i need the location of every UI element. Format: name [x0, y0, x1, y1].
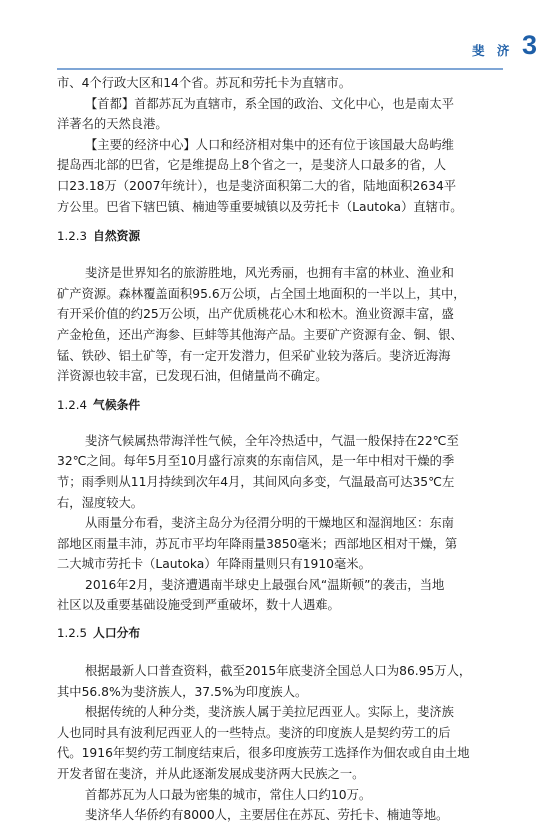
header-rule	[57, 68, 503, 70]
text-line: 提岛西北部的巴省，它是维提岛上8个省之一，是斐济人口最多的省，人	[57, 158, 447, 173]
text-line: 【首都】首都苏瓦为直辖市，系全国的政治、文化中心，也是南太平	[85, 96, 454, 111]
text-line: 斐济华人华侨约有8000人，主要居住在苏瓦、劳托卡、楠迪等地。	[85, 808, 449, 823]
text-line: 矿产资源。森林覆盖面积95.6万公顷，占全国土地面积的一半以上，其中，	[57, 286, 466, 301]
text-line: 斐济气候属热带海洋性气候，全年冷热适中，气温一般保持在22℃至	[85, 433, 459, 448]
text-line: 右，湿度较大。	[57, 495, 144, 510]
text-line: 【主要的经济中心】人口和经济相对集中的还有位于该国最大岛屿维	[85, 137, 454, 152]
text-line: 市、4个行政大区和14个省。苏瓦和劳托卡为直辖市。	[57, 76, 352, 90]
paragraph-cyclone	[57, 575, 503, 616]
text-line: 节；雨季则从11月持续到次年4月，其间风向多变，气温最高可达35℃左	[57, 474, 455, 489]
section-title: 气候条件	[93, 397, 141, 412]
section-number: 1.2.5	[57, 626, 88, 641]
text-line: 开发者留在斐济，并从此逐渐发展成斐济两大民族之一。	[57, 767, 365, 782]
text-line: 二大城市劳托卡（Lautoka）年降雨量则只有1910毫米。	[57, 557, 371, 572]
section-number: 1.2.4	[57, 397, 88, 412]
section-heading-natural-resources	[57, 226, 503, 246]
paragraph-census	[57, 661, 503, 702]
text-line: 根据传统的人种分类，斐济族人属于美拉尼西亚人。实际上，斐济族	[85, 705, 454, 720]
paragraph-capital-population	[57, 785, 503, 806]
paragraph-capital	[57, 94, 503, 135]
text-line: 斐济是世界知名的旅游胜地，风光秀丽，也拥有丰富的林业、渔业和	[85, 266, 454, 281]
text-line: 洋著名的天然良港。	[57, 117, 168, 132]
text-line: 锰、铁砂、铝土矿等，有一定开发潜力，但采矿业较为落后。斐济近海海	[57, 348, 451, 363]
text-line: 有开采价值的约25万公顷，出产优质桃花心木和松木。渔业资源丰富，盛	[57, 307, 454, 322]
paragraph-rainfall	[57, 513, 503, 575]
paragraph-climate	[57, 431, 503, 513]
page-number: 3	[522, 30, 538, 60]
text-line: 人也同时具有波利尼西亚人的一些特点。斐济的印度族人是契约劳工的后	[57, 725, 451, 740]
section-title: 人口分布	[93, 626, 141, 641]
section-heading-climate	[57, 395, 503, 415]
paragraph-resources	[57, 263, 503, 387]
running-header: 斐 济	[472, 43, 514, 58]
text-line: 方公里。巴省下辖巴镇、楠迪等重要城镇以及劳托卡（Lautoka）直辖市。	[57, 199, 463, 214]
text-line: 32℃之间。每年5月至10月盛行凉爽的东南信风，是一年中相对干燥的季	[57, 454, 455, 469]
section-number: 1.2.3	[57, 229, 88, 244]
paragraph-chinese-community	[57, 805, 503, 826]
page-body	[57, 73, 503, 826]
paragraph-ethnicity	[57, 702, 503, 784]
text-line: 口23.18万（2007年统计），也是斐济面积第二大的省，陆地面积2634平	[57, 178, 457, 193]
paragraph-admin	[57, 73, 503, 94]
text-line: 首都苏瓦为人口最为密集的城市，常住人口约10万。	[85, 787, 372, 802]
text-line: 社区以及重要基础设施受到严重破坏，数十人遇难。	[57, 598, 340, 613]
text-line: 洋资源也较丰富，已发现石油，但储量尚不确定。	[57, 369, 328, 384]
text-line: 从雨量分布看，斐济主岛分为径渭分明的干燥地区和湿润地区：东南	[85, 516, 454, 531]
text-line: 产金枪鱼，还出产海参、巨蚌等其他海产品。主要矿产资源有金、铜、银、	[57, 327, 463, 342]
text-line: 其中56.8%为斐济族人，37.5%为印度族人。	[57, 684, 308, 699]
text-line: 部地区雨量丰沛，苏瓦市平均年降雨量3850毫米；西部地区相对干燥，第	[57, 536, 458, 551]
text-line: 2016年2月，斐济遭遇南半球史上最强台风“温斯顿”的袭击，当地	[85, 577, 445, 592]
section-heading-population	[57, 623, 503, 643]
text-line: 根据最新人口普查资料，截至2015年底斐济全国总人口为86.95万人，	[85, 664, 472, 679]
section-title: 自然资源	[93, 229, 141, 244]
paragraph-economic-center	[57, 135, 503, 217]
text-line: 代。1916年契约劳工制度结束后，很多印度族劳工选择作为佃农或自由土地	[57, 746, 470, 761]
